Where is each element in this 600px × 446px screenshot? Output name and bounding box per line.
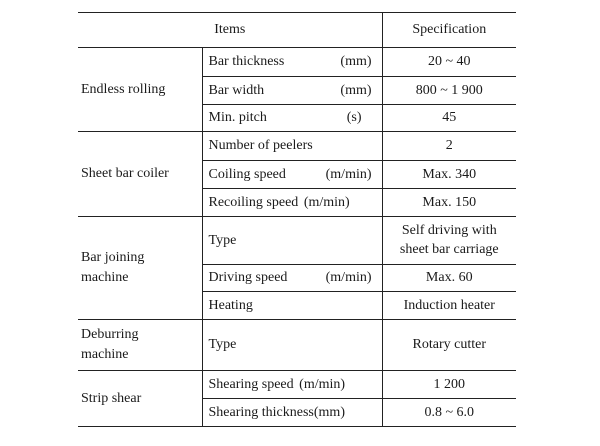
item-name: Heating: [208, 297, 253, 313]
item-name: Shearing speed: [208, 376, 294, 392]
item-name: Type: [208, 232, 237, 248]
item-cell: [202, 320, 382, 371]
item-name: Min. pitch: [208, 110, 267, 125]
item-name: Bar thickness: [208, 54, 285, 69]
group-label-line: machine: [81, 270, 129, 285]
table-row: [78, 371, 516, 399]
item-unit: (mm): [340, 54, 372, 69]
item-cell: [202, 399, 382, 427]
item-unit: (s): [346, 110, 362, 125]
item-name: Driving speed: [208, 270, 288, 285]
items-header: Items: [78, 13, 382, 48]
group-label-sheet-bar-coiler: [78, 132, 202, 217]
group-label-strip-shear: [78, 371, 202, 427]
group-label-bar-joining-machine: [78, 217, 202, 320]
value-cell: 45: [382, 105, 516, 132]
item-name: Type: [208, 337, 237, 352]
value-cell: Induction heater: [382, 292, 516, 320]
item-unit: (mm): [313, 404, 345, 420]
group-label-line: Strip shear: [81, 390, 142, 406]
item-cell: [202, 265, 382, 292]
table-row: [78, 320, 516, 371]
value-cell: 0.8 ~ 6.0: [382, 399, 516, 427]
table-row: [78, 48, 516, 77]
item-unit: (mm): [340, 82, 372, 98]
group-label-line: Sheet bar coiler: [81, 166, 169, 181]
item-unit: (m/min): [325, 270, 372, 285]
item-cell: [202, 371, 382, 399]
value-line: sheet bar carriage: [399, 242, 499, 257]
item-cell: [202, 161, 382, 189]
group-label-endless-rolling: [78, 48, 202, 132]
specification-header: Specification: [382, 13, 516, 48]
item-cell: [202, 217, 382, 265]
group-label-line: Bar joining: [81, 250, 145, 265]
item-cell: [202, 77, 382, 105]
item-unit: (m/min): [325, 166, 372, 182]
item-unit: (m/min): [303, 194, 350, 210]
value-cell: [382, 217, 516, 265]
item-cell: [202, 48, 382, 77]
item-cell: [202, 105, 382, 132]
value-cell: Rotary cutter: [382, 320, 516, 371]
item-name: Number of peelers: [208, 138, 313, 153]
item-name: Shearing thickness: [208, 404, 314, 420]
value-cell: Max. 150: [382, 189, 516, 217]
group-label-line: Endless rolling: [81, 81, 166, 97]
value-cell: Max. 60: [382, 265, 516, 292]
value-cell: 20 ~ 40: [382, 48, 516, 77]
group-label-line: Deburring: [81, 327, 139, 342]
item-cell: [202, 189, 382, 217]
table-row: [78, 132, 516, 161]
item-cell: [202, 132, 382, 161]
value-cell: 1 200: [382, 371, 516, 399]
table-row: [78, 217, 516, 265]
item-unit: (m/min): [299, 376, 346, 392]
item-name: Coiling speed: [208, 166, 286, 182]
value-cell: Max. 340: [382, 161, 516, 189]
item-name: Recoiling speed: [208, 194, 299, 210]
value-line: Self driving with: [401, 223, 497, 238]
item-cell: [202, 292, 382, 320]
group-label-deburring-machine: [78, 320, 202, 371]
value-cell: 800 ~ 1 900: [382, 77, 516, 105]
item-name: Bar width: [208, 82, 265, 98]
specification-table: [78, 12, 516, 427]
group-label-line: machine: [81, 347, 129, 362]
value-cell: 2: [382, 132, 516, 161]
table-header-row: [78, 13, 516, 48]
